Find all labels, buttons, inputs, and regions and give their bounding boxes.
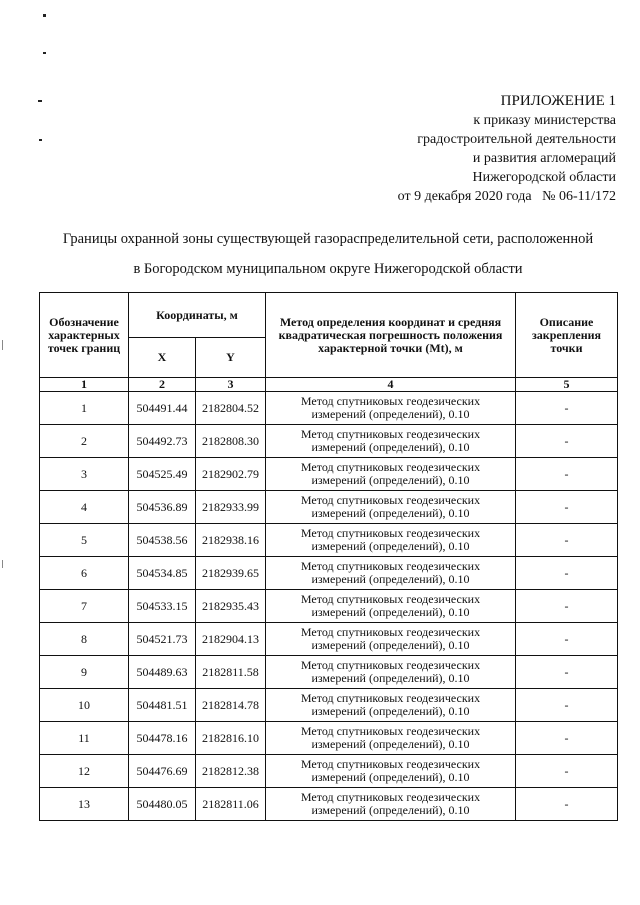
- method-line: измерений (определений), 0.10: [311, 539, 470, 553]
- point-number: 13: [40, 788, 129, 821]
- point-number: 6: [40, 557, 129, 590]
- y-coordinate: 2182808.30: [196, 425, 266, 458]
- table-row: [40, 491, 618, 524]
- scan-mark: [39, 139, 42, 141]
- method-line: измерений (определений), 0.10: [311, 572, 470, 586]
- table-row: [40, 788, 618, 821]
- method-line: Метод спутниковых геодезических: [300, 790, 481, 804]
- table-row: [40, 425, 618, 458]
- fixation-description: -: [516, 788, 618, 821]
- header-line: Нижегородской области: [472, 170, 616, 185]
- scan-mark: [43, 52, 46, 54]
- point-number: 5: [40, 524, 129, 557]
- fixation-description: -: [516, 656, 618, 689]
- method-cell: [266, 590, 516, 623]
- column-number-row: [40, 378, 618, 392]
- column-number: 1: [40, 378, 129, 392]
- y-coordinate: 2182935.43: [196, 590, 266, 623]
- method-cell: [266, 656, 516, 689]
- document-title-line: Границы охранной зоны существующей газораспределительной сети, расположенной: [62, 231, 594, 247]
- method-line: измерений (определений), 0.10: [311, 407, 470, 421]
- fixation-description: -: [516, 689, 618, 722]
- table-row: [40, 458, 618, 491]
- column-number: 5: [516, 378, 618, 392]
- header-x: X: [129, 338, 196, 378]
- method-line: Метод спутниковых геодезических: [300, 592, 481, 606]
- method-line: измерений (определений), 0.10: [311, 671, 470, 685]
- x-coordinate: 504480.05: [129, 788, 196, 821]
- x-coordinate: 504525.49: [129, 458, 196, 491]
- method-line: Метод спутниковых геодезических: [300, 493, 481, 507]
- table-row: [40, 623, 618, 656]
- header-description: Описание закрепления точки: [516, 293, 618, 378]
- point-number: 8: [40, 623, 129, 656]
- x-coordinate: 504489.63: [129, 656, 196, 689]
- x-coordinate: 504538.56: [129, 524, 196, 557]
- table-row: [40, 656, 618, 689]
- table-row: [40, 755, 618, 788]
- table-row: [40, 524, 618, 557]
- header-y: Y: [196, 338, 266, 378]
- y-coordinate: 2182811.06: [196, 788, 266, 821]
- x-coordinate: 504536.89: [129, 491, 196, 524]
- header-line: градостроительной деятельности: [417, 132, 616, 147]
- coordinates-table: [39, 292, 618, 821]
- method-line: Метод спутниковых геодезических: [300, 757, 481, 771]
- point-number: 10: [40, 689, 129, 722]
- y-coordinate: 2182811.58: [196, 656, 266, 689]
- method-line: измерений (определений), 0.10: [311, 803, 470, 817]
- scan-mark: [43, 14, 46, 17]
- fixation-description: -: [516, 722, 618, 755]
- method-line: измерений (определений), 0.10: [311, 638, 470, 652]
- method-cell: [266, 524, 516, 557]
- method-line: измерений (определений), 0.10: [311, 704, 470, 718]
- fixation-description: -: [516, 458, 618, 491]
- method-line: Метод спутниковых геодезических: [300, 625, 481, 639]
- method-cell: [266, 392, 516, 425]
- document-title-line: в Богородском муниципальном округе Нижегородской области: [133, 261, 523, 277]
- point-number: 12: [40, 755, 129, 788]
- point-number: 4: [40, 491, 129, 524]
- header-line: к приказу министерства: [473, 113, 616, 128]
- method-line: измерений (определений), 0.10: [311, 605, 470, 619]
- document-title: [40, 224, 616, 284]
- method-line: измерений (определений), 0.10: [311, 770, 470, 784]
- x-coordinate: 504492.73: [129, 425, 196, 458]
- x-coordinate: 504521.73: [129, 623, 196, 656]
- x-coordinate: 504481.51: [129, 689, 196, 722]
- column-number: 2: [129, 378, 196, 392]
- table-row: [40, 590, 618, 623]
- y-coordinate: 2182816.10: [196, 722, 266, 755]
- fixation-description: -: [516, 623, 618, 656]
- method-line: измерений (определений), 0.10: [311, 506, 470, 520]
- table-row: [40, 557, 618, 590]
- method-line: Метод спутниковых геодезических: [300, 691, 481, 705]
- point-number: 9: [40, 656, 129, 689]
- y-coordinate: 2182812.38: [196, 755, 266, 788]
- table-row: [40, 722, 618, 755]
- fixation-description: -: [516, 491, 618, 524]
- scan-mark: [38, 100, 42, 102]
- method-line: Метод спутниковых геодезических: [300, 559, 481, 573]
- method-line: Метод спутниковых геодезических: [300, 724, 481, 738]
- x-coordinate: 504534.85: [129, 557, 196, 590]
- header-line: и развития агломераций: [472, 151, 616, 166]
- method-line: Метод спутниковых геодезических: [300, 658, 481, 672]
- method-cell: [266, 557, 516, 590]
- fixation-description: -: [516, 557, 618, 590]
- y-coordinate: 2182933.99: [196, 491, 266, 524]
- method-line: измерений (определений), 0.10: [311, 473, 470, 487]
- header-coordinates: Координаты, м: [129, 293, 266, 338]
- point-number: 2: [40, 425, 129, 458]
- header-method: Метод определения координат и средняя квадратическая погрешность положения характерной точки (Mt), м: [266, 293, 516, 378]
- method-line: Метод спутниковых геодезических: [300, 460, 481, 474]
- method-line: измерений (определений), 0.10: [311, 737, 470, 751]
- appendix-title: ПРИЛОЖЕНИЕ 1: [500, 93, 616, 109]
- y-coordinate: 2182814.78: [196, 689, 266, 722]
- fixation-description: -: [516, 524, 618, 557]
- table-row: [40, 689, 618, 722]
- method-cell: [266, 722, 516, 755]
- x-coordinate: 504533.15: [129, 590, 196, 623]
- scan-mark: [2, 560, 3, 568]
- y-coordinate: 2182902.79: [196, 458, 266, 491]
- y-coordinate: 2182939.65: [196, 557, 266, 590]
- scan-mark: [2, 340, 3, 350]
- header-date-line: от 9 декабря 2020 года № 06-11/172: [397, 189, 616, 204]
- table-row: [40, 392, 618, 425]
- method-cell: [266, 755, 516, 788]
- method-line: измерений (определений), 0.10: [311, 440, 470, 454]
- x-coordinate: 504476.69: [129, 755, 196, 788]
- x-coordinate: 504478.16: [129, 722, 196, 755]
- method-line: Метод спутниковых геодезических: [300, 427, 481, 441]
- fixation-description: -: [516, 392, 618, 425]
- appendix-header: [398, 92, 616, 206]
- fixation-description: -: [516, 425, 618, 458]
- method-cell: [266, 689, 516, 722]
- x-coordinate: 504491.44: [129, 392, 196, 425]
- method-cell: [266, 788, 516, 821]
- y-coordinate: 2182804.52: [196, 392, 266, 425]
- method-cell: [266, 458, 516, 491]
- method-cell: [266, 491, 516, 524]
- column-number: 3: [196, 378, 266, 392]
- method-line: Метод спутниковых геодезических: [300, 526, 481, 540]
- method-cell: [266, 623, 516, 656]
- y-coordinate: 2182938.16: [196, 524, 266, 557]
- point-number: 7: [40, 590, 129, 623]
- y-coordinate: 2182904.13: [196, 623, 266, 656]
- header-point-designation: Обозначение характерных точек границ: [40, 293, 129, 378]
- method-cell: [266, 425, 516, 458]
- method-line: Метод спутниковых геодезических: [300, 394, 481, 408]
- column-number: 4: [266, 378, 516, 392]
- point-number: 1: [40, 392, 129, 425]
- point-number: 3: [40, 458, 129, 491]
- fixation-description: -: [516, 590, 618, 623]
- fixation-description: -: [516, 755, 618, 788]
- point-number: 11: [40, 722, 129, 755]
